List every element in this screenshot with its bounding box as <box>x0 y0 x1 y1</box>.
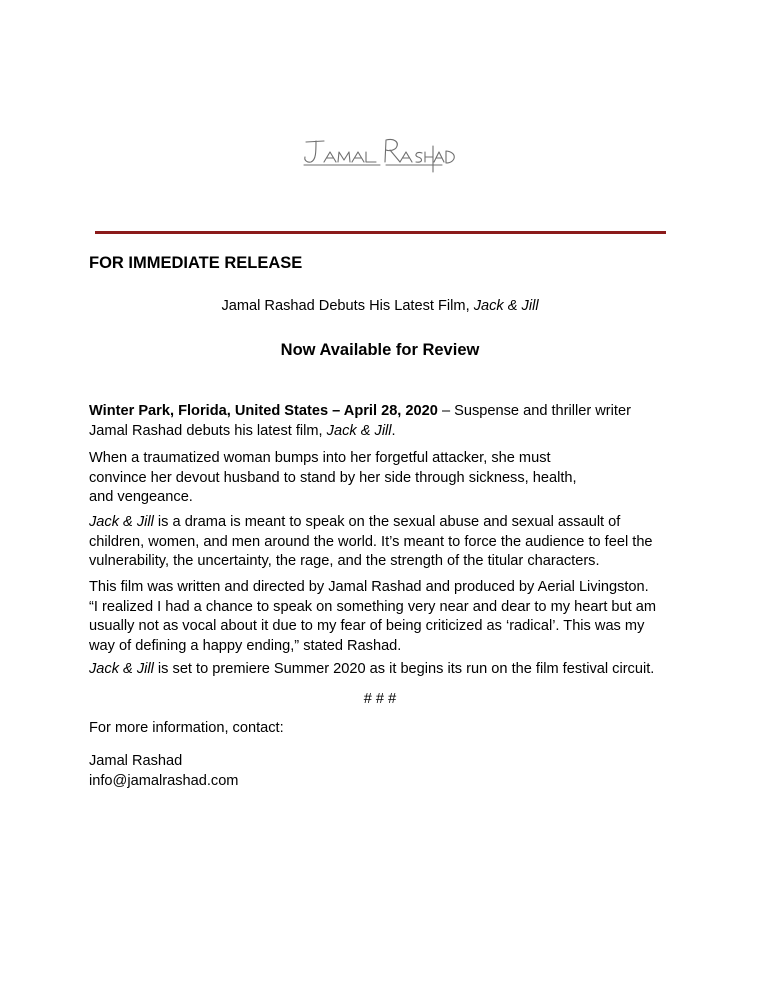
p4-line-4: way of defining a happy ending,” stated Rashad. <box>89 637 402 654</box>
p3-line-3: vulnerability, the uncertainty, the rage, and the strength of the titular characters. <box>89 553 600 570</box>
p1-film-title: Jack & Jill <box>326 422 392 439</box>
contact-email[interactable]: info@jamalrashad.com <box>89 772 239 789</box>
header-divider-rule <box>95 231 666 234</box>
p4-line-3: usually not as vocal about it due to my fear of being criticized as ‘radical’. This was my <box>89 618 645 635</box>
page-heading: Now Available for Review <box>280 341 480 359</box>
p3-film-title: Jack & Jill <box>89 514 154 530</box>
more-info-label: For more information, contact: <box>89 720 284 736</box>
dateline: Winter Park, Florida, United States – April 28, 2020 <box>89 403 438 419</box>
paragraph-premiere <box>89 660 679 680</box>
p5-film-title: Jack & Jill <box>89 661 154 677</box>
paragraph-dateline <box>89 402 679 441</box>
release-label: FOR IMMEDIATE RELEASE <box>89 254 303 272</box>
p1-text-2: Jamal Rashad debuts his latest film, <box>89 422 327 439</box>
p1-text-1: – Suspense and thriller writer <box>437 403 631 419</box>
p1-text-3: . <box>391 422 396 439</box>
paragraph-about <box>89 513 679 572</box>
p2-line-1: When a traumatized woman bumps into her forgetful attacker, she must <box>89 450 551 466</box>
paragraph-synopsis <box>89 449 679 508</box>
end-marks: # # # <box>363 691 397 707</box>
p5-text: is set to premiere Summer 2020 as it begins its run on the film festival circuit. <box>153 661 655 677</box>
subtitle-text: Jamal Rashad Debuts His Latest Film, <box>221 298 474 314</box>
subtitle-film-title: Jack & Jill <box>473 298 539 314</box>
p2-line-2: convince her devout husband to stand by her side through sickness, health, <box>89 469 577 486</box>
p3-text-1: is a drama is meant to speak on the sexual abuse and sexual assault of <box>153 514 621 530</box>
jamal-rashad-signature-logo <box>300 132 460 182</box>
p4-line-2: “I realized I had a chance to speak on something very near and dear to my heart but am <box>89 598 657 615</box>
contact-block <box>89 752 679 791</box>
contact-name: Jamal Rashad <box>89 753 183 769</box>
p2-line-3: and vengeance. <box>89 489 193 506</box>
paragraph-credits-quote <box>89 578 679 656</box>
p3-line-2: children, women, and men around the world. It’s meant to force the audience to feel the <box>89 533 653 550</box>
subtitle <box>0 297 760 317</box>
p4-line-1: This film was written and directed by Jamal Rashad and produced by Aerial Livingston. <box>89 579 649 595</box>
